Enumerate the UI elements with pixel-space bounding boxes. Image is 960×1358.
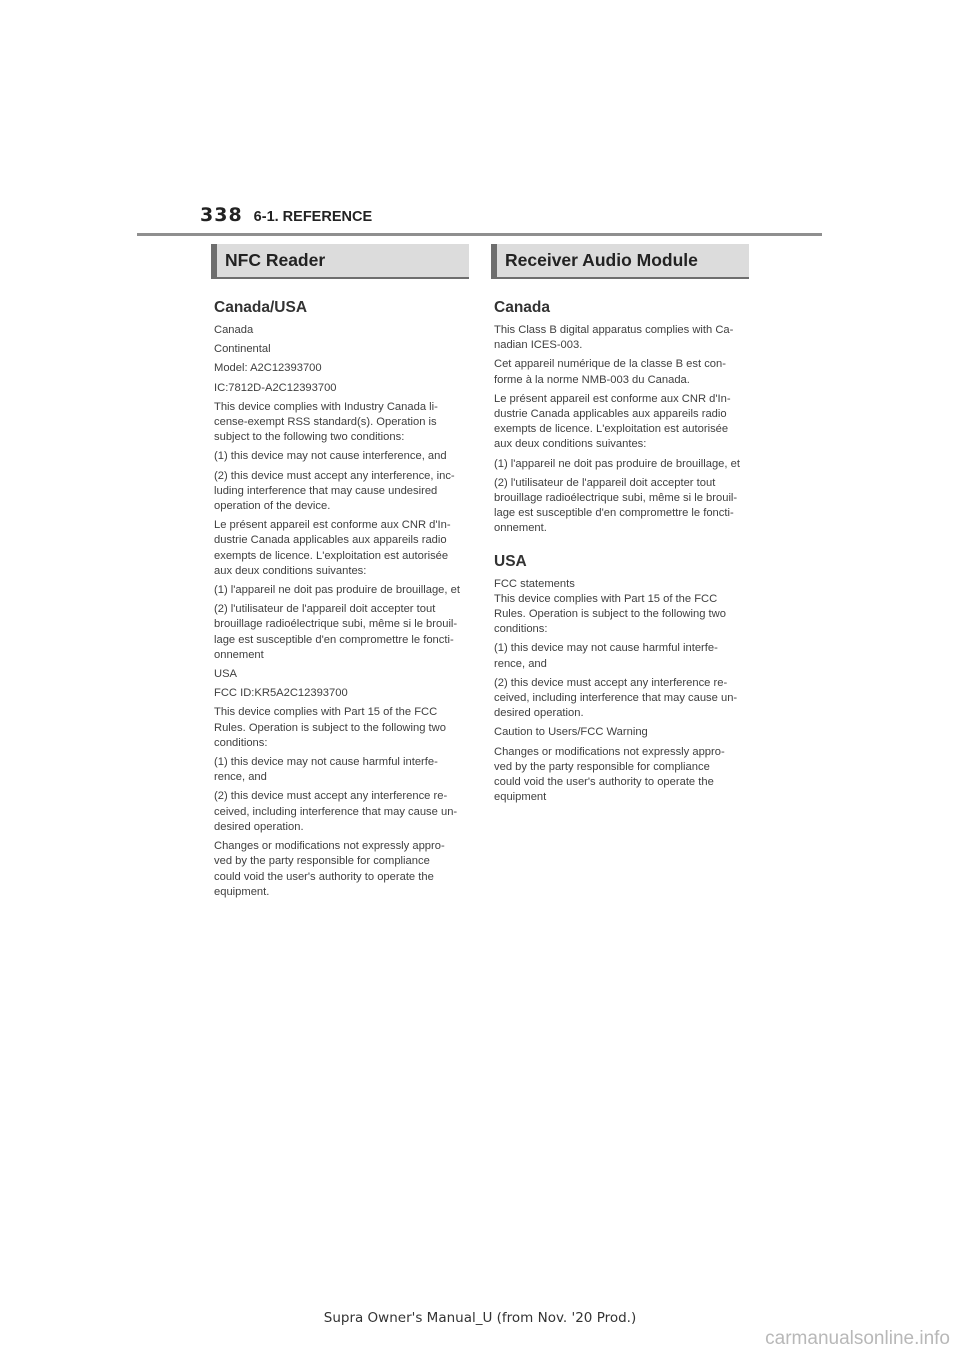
paragraph: FCC statements This device complies with Part 15 of the FCC Rules. Operation is subject to the following two conditions:: [494, 577, 726, 636]
section-title-bar: [491, 244, 749, 279]
paragraph: (2) this device must accept any interference re- ceived, including interference that may cause un- desired operation.: [214, 790, 458, 833]
paragraph: (1) l'appareil ne doit pas produire de brouillage, et: [214, 584, 460, 597]
paragraph: FCC ID:KR5A2C12393700: [214, 687, 348, 700]
paragraph: Le présent appareil est conforme aux CNR d'In- dustrie Canada applicables aux appareils radio exempts de licence. L'exploitation est autorisée aux deux conditions suivantes:: [214, 519, 451, 577]
paragraph: Changes or modifications not expressly appro- ved by the party responsible for compliance could void the user's authority to operate the equipment: [494, 745, 725, 804]
paragraph: This device complies with Part 15 of the FCC Rules. Operation is subject to the following two conditions:: [214, 706, 446, 749]
page-number: 338: [200, 204, 243, 226]
paragraph: (1) this device may not cause harmful interfe- rence, and: [214, 756, 438, 784]
section-title-bar: [211, 244, 469, 279]
paragraph: Continental: [214, 343, 271, 356]
header-rule: [137, 233, 822, 236]
subheading-canada: Canada: [494, 299, 550, 316]
paragraph: (1) this device may not cause interference, and: [214, 450, 447, 463]
paragraph: (2) this device must accept any interference re- ceived, including interference that may cause un- desired operation.: [494, 676, 738, 720]
paragraph: IC:7812D-A2C12393700: [214, 381, 337, 394]
paragraph: (2) l'utilisateur de l'appareil doit accepter tout brouillage radioélectrique subi, même si le brouil- lage est susceptible d'en compromettre le foncti- onnement: [214, 603, 458, 661]
subheading: Canada/USA: [214, 299, 308, 316]
section-title: Receiver Audio Module: [505, 250, 698, 270]
paragraph: Le présent appareil est conforme aux CNR d'In- dustrie Canada applicables aux appareils radio exempts de licence. L'exploitation est autorisée aux deux conditions suivantes:: [494, 392, 731, 451]
paragraph-list: [491, 577, 749, 806]
paragraph: USA: [214, 668, 238, 681]
paragraph: This device complies with Industry Canada li- cense-exempt RSS standard(s). Operation is subject to the following two conditions:: [214, 400, 438, 444]
subheading-usa: USA: [494, 552, 527, 570]
paragraph: Cet appareil numérique de la classe B est con- forme à la norme NMB-003 du Canada.: [494, 358, 726, 386]
paragraph: Caution to Users/FCC Warning: [494, 726, 648, 739]
section-name: 6-1. REFERENCE: [253, 209, 373, 225]
page-header: [200, 204, 372, 226]
paragraph: (1) this device may not cause harmful interfe- rence, and: [494, 642, 718, 670]
section-title: NFC Reader: [225, 250, 326, 270]
paragraph: (2) l'utilisateur de l'appareil doit accepter tout brouillage radioélectrique subi, même si le brouil- lage est susceptible d'en compromettre le foncti- onnement.: [494, 476, 738, 535]
paragraph: (1) l'appareil ne doit pas produire de brouillage, et: [494, 457, 740, 470]
paragraph-list: [211, 323, 469, 900]
paragraph: Model: A2C12393700: [214, 362, 322, 375]
left-column: [211, 244, 469, 904]
paragraph: Changes or modifications not expressly appro- ved by the party responsible for compliance could void the user's authority to operate the equipment.: [214, 840, 445, 898]
paragraph: (2) this device must accept any interference, inc- luding interference that may cause undesired operation of the device.: [214, 469, 455, 513]
watermark-text: carmanualsonline.info: [765, 1328, 950, 1349]
paragraph: Canada: [214, 324, 254, 336]
footer-text: Supra Owner's Manual_U (from Nov. '20 Prod.): [323, 1310, 637, 1326]
paragraph-list: [491, 323, 749, 537]
right-column: [491, 244, 749, 809]
paragraph: This Class B digital apparatus complies with Ca- nadian ICES-003.: [494, 324, 734, 352]
